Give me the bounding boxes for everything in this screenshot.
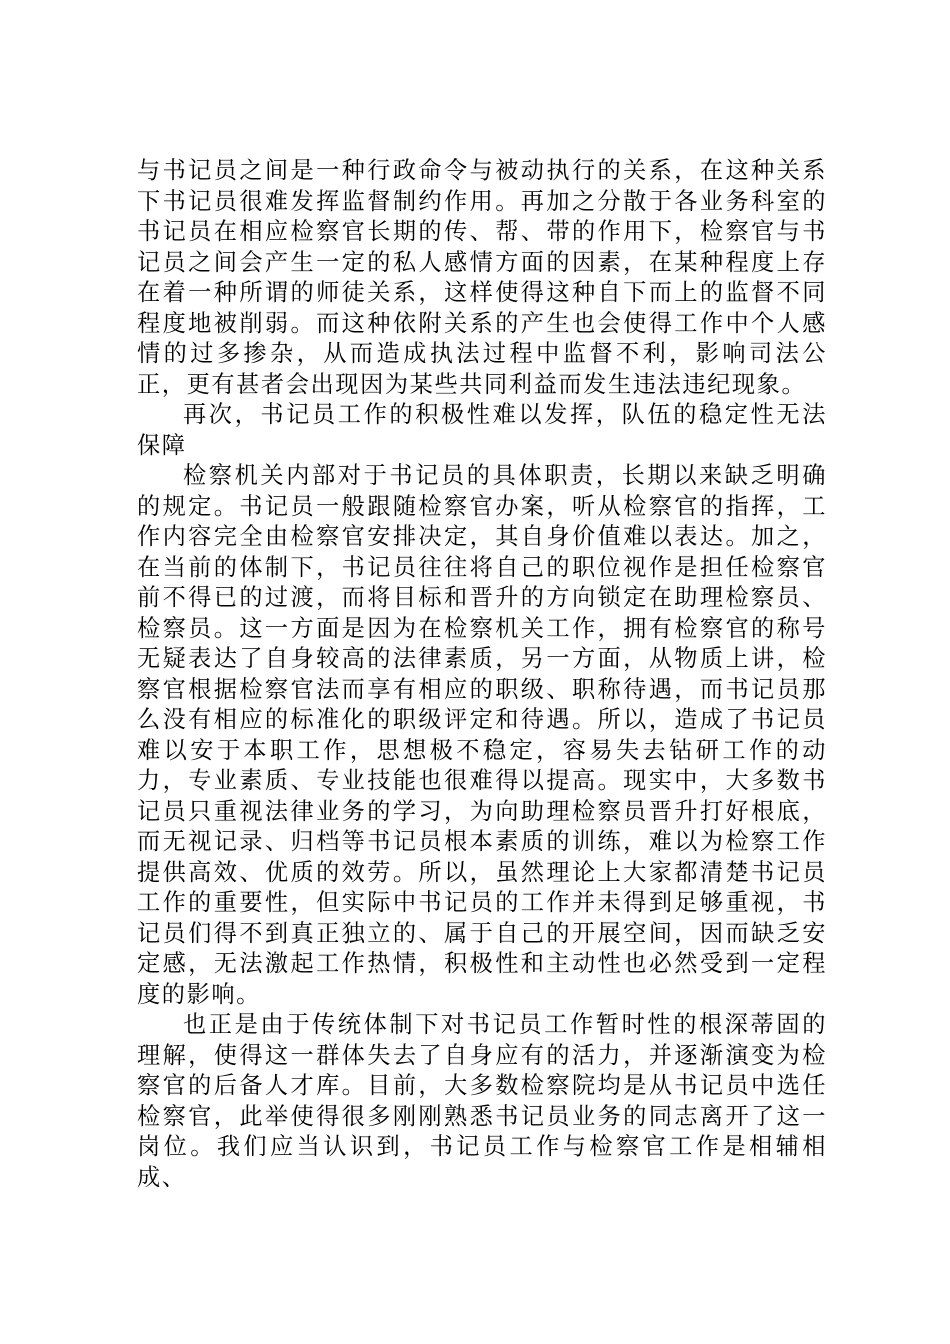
document-body xyxy=(137,156,827,1193)
paragraph-4: 也正是由于传统体制下对书记员工作暂时性的根深蒂固的理解，使得这一群体失去了自身应有的活力，并逐渐演变为检察官的后备人才库。目前，大多数检察院均是从书记员中选任检察官，此举使得很多刚刚熟悉书记员业务的同志离开了这一岗位。我们应当认识到，书记员工作与检察官工作是相辅相成、 xyxy=(137,1011,827,1191)
paragraph-1: 与书记员之间是一种行政命令与被动执行的关系，在这种关系下书记员很难发挥监督制约作用。再加之分散于各业务科室的书记员在相应检察官长期的传、帮、带的作用下，检察官与书记员之间会产生一定的私人感情方面的因素，在某种程度上存在着一种所谓的师徒关系，这样使得这种自下而上的监督不同程度地被削弱。而这种依附关系的产生也会使得工作中个人感情的过多掺杂，从而造成执法过程中监督不利，影响司法公正，更有甚者会出现因为某些共同利益而发生违法违纪现象。 xyxy=(137,157,827,398)
paragraph-2-heading: 再次，书记员工作的积极性难以发挥，队伍的稳定性无法保障 xyxy=(137,401,827,459)
paragraph-3: 检察机关内部对于书记员的具体职责，长期以来缺乏明确的规定。书记员一般跟随检察官办案，听从检察官的指挥，工作内容完全由检察官安排决定，其自身价值难以表达。加之，在当前的体制下，书记员往往将自己的职位视作是担任检察官前不得已的过渡，而将目标和晋升的方向锁定在助理检察员、检察员。这一方面是因为在检察机关工作，拥有检察官的称号无疑表达了自身较高的法律素质，另一方面，从物质上讲，检察官根据检察官法而享有相应的职级、职称待遇，而书记员那么没有相应的标准化的职级评定和待遇。所以，造成了书记员难以安于本职工作，思想极不稳定，容易失去钻研工作的动力，专业素质、专业技能也很难得以提高。现实中，大多数书记员只重视法律业务的学习，为向助理检察员晋升打好根底，而无视记录、归档等书记员根本素质的训练，难以为检察工作提供高效、优质的效劳。所以，虽然理论上大家都清楚书记员工作的重要性，但实际中书记员的工作并未得到足够重视，书记员们得不到真正独立的、属于自己的开展空间，因而缺乏安定感，无法激起工作热情，积极性和主动性也必然受到一定程度的影响。 xyxy=(137,462,827,1008)
